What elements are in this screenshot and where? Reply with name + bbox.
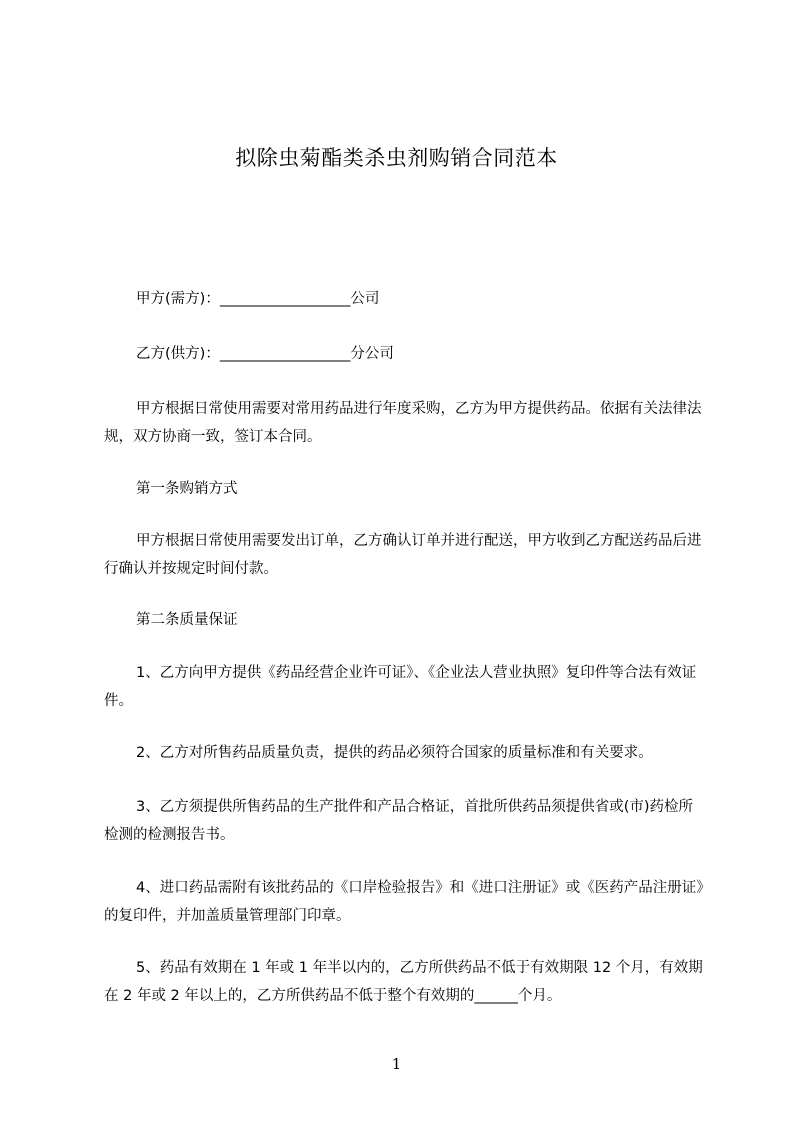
article1-heading: 第一条购销方式 [136,481,238,497]
clause-4: 4、进口药品需附有该批药品的《口岸检验报告》和《进口注册证》或《医药产品注册证》的复印件，并加盖质量管理部门印章。 [104,880,704,924]
document-title: 拟除虫菊酯类杀虫剂购销合同范本 [235,146,558,170]
party-a-line: 甲方(需方)：__________________公司 [136,291,380,307]
clause-1: 1、乙方向甲方提供《药品经营企业许可证》、《企业法人营业执照》复印件等合法有效证件。 [104,665,697,709]
intro-paragraph: 甲方根据日常使用需要对常用药品进行年度采购，乙方为甲方提供药品。依据有关法律法规，双方协商一致，签订本合同。 [104,401,702,445]
clause-3: 3、乙方须提供所售药品的生产批件和产品合格证，首批所供药品须提供省或(市)药检所检测的检测报告书。 [104,799,694,843]
party-b-line: 乙方(供方)：__________________分公司 [136,346,394,362]
article2-heading: 第二条质量保证 [136,612,238,628]
clause-5: 5、药品有效期在 1 年或 1 年半以内的，乙方所供药品不低于有效期限 12 个月，有效期在 2 年或 2 年以上的，乙方所供药品不低于整个有效期的______个月。 [104,960,703,1004]
article1-body: 甲方根据日常使用需要发出订单，乙方确认订单并进行配送，甲方收到乙方配送药品后进行确认并按规定时间付款。 [104,533,702,577]
clause-2: 2、乙方对所售药品质量负责，提供的药品必须符合国家的质量标准和有关要求。 [136,745,653,761]
page-number: 1 [391,1055,402,1073]
